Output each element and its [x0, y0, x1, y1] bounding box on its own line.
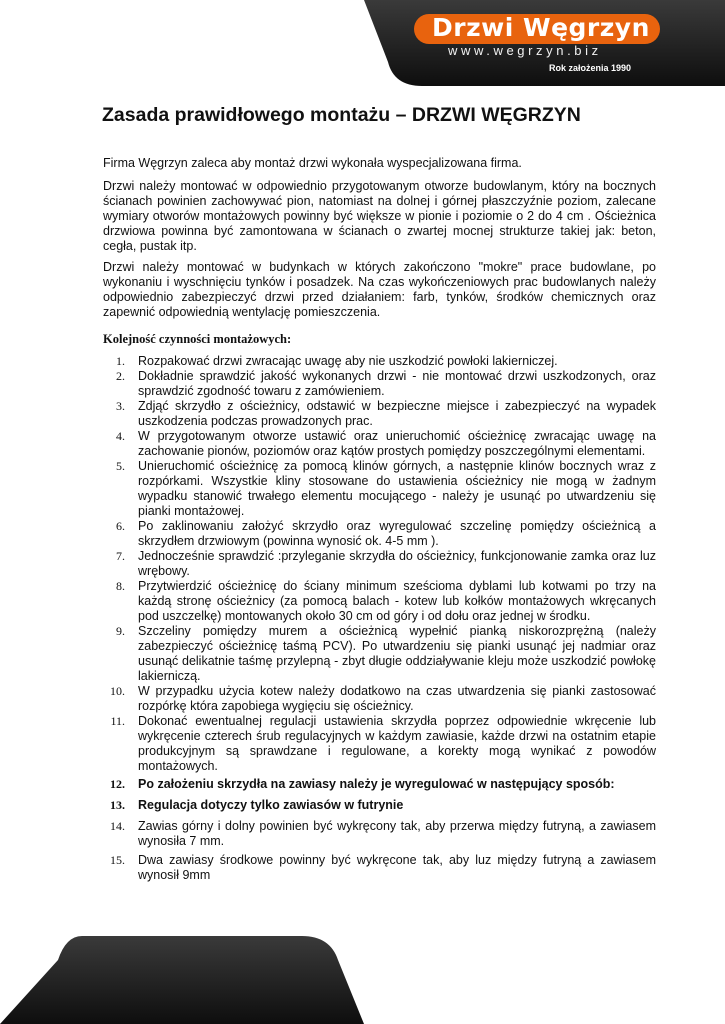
step-item [103, 819, 656, 849]
step-number: 9. [116, 624, 125, 638]
step-item [103, 399, 656, 429]
step-text: Jednocześnie sprawdzić :przyleganie skrzydła do ościeżnicy, funkcjonowanie zamka oraz luz wrębowy. [138, 549, 656, 578]
step-text: Zdjąć skrzydło z ościeżnicy, odstawić w bezpieczne miejsce i zabezpieczyć na wypadek uszkodzenia podczas prowadzonych prac. [138, 399, 656, 428]
step-text: W przypadku użycia kotew należy dodatkowo na czas utwardzenia się pianki zastosować rozpórkę która zapobiega wygięciu się ościeżnicy. [138, 684, 656, 713]
intro-paragraph: Firma Węgrzyn zaleca aby montaż drzwi wykonała wyspecjalizowana firma. [103, 156, 522, 170]
step-item [103, 369, 656, 399]
document-body [103, 156, 656, 887]
step-number: 6. [116, 519, 125, 533]
steps-list [103, 354, 656, 883]
step-number: 15. [110, 853, 125, 867]
brand-logo: Drzwi Węgrzyn [432, 13, 650, 42]
step-item [103, 354, 656, 369]
step-number: 1. [116, 354, 125, 368]
step-item [103, 579, 656, 624]
step-text: Dokładnie sprawdzić jakość wykonanych drzwi - nie montować drzwi uszkodzonych, oraz sprawdzić zgodność towaru z zamówieniem. [138, 369, 656, 398]
step-number: 12. [110, 777, 125, 791]
step-number: 5. [116, 459, 125, 473]
step-number: 2. [116, 369, 125, 383]
step-item [103, 853, 656, 883]
step-number: 13. [110, 798, 125, 812]
paragraph: Drzwi należy montować w odpowiednio przygotowanym otworze budowlanym, który na bocznych ścianach powinien zachowywać pion, natomiast na dolnej i górnej płaszczyźnie poziom, zalecane wymiary otworów montażowych powinny być większe w pionie i poziomie o 2 do 4 cm . Ościeżnica drzwiowa powinna być zamontowana w ścianach o zwartej mocnej strukturze takiej jak: beton, cegła, pustak itp. [103, 179, 656, 253]
website-address: www.wegrzyn.biz [448, 43, 602, 58]
step-text: Szczeliny pomiędzy murem a ościeżnicą wypełnić pianką niskorozprężną (należy zabezpieczyć ościeżnicę taśmą PCV). Po utwardzeniu się pianki usunąć jej nadmiar oraz usunąć delikatnie taśmę przylepną - zbyt długie oddziaływanie kleju może uszkodzić powłokę lakierniczą. [138, 624, 656, 683]
step-text: Regulacja dotyczy tylko zawiasów w futrynie [138, 798, 404, 812]
step-number: 7. [116, 549, 125, 563]
step-text: W przygotowanym otworze ustawić oraz unieruchomić ościeżnicę zwracając uwagę na zachowanie pionów, poziomów oraz kątów prostych pomiędzy poszczególnymi elementami. [138, 429, 656, 458]
step-number: 14. [110, 819, 125, 833]
step-text: Rozpakować drzwi zwracając uwagę aby nie uszkodzić powłoki lakierniczej. [138, 354, 558, 368]
step-number: 11. [110, 714, 125, 728]
step-number: 8. [116, 579, 125, 593]
steps-heading: Kolejność czynności montażowych: [103, 332, 292, 346]
step-number: 10. [110, 684, 125, 698]
page-title: Zasada prawidłowego montażu – DRZWI WĘGRZYN [102, 104, 581, 126]
step-text: Przytwierdzić ościeżnicę do ściany minimum sześcioma dyblami lub kotwami po trzy na każdą stronę ościeżnicy (za pomocą balach - kotew lub kołków montażowych wkręcanych pod uszczelkę) montowanych około 30 cm od góry i od dołu oraz jednej w środku. [138, 579, 656, 623]
step-text: Dwa zawiasy środkowe powinny być wykręcone tak, aby luz między futryną a zawiasem wynosił 9mm [138, 853, 656, 882]
step-number: 3. [116, 399, 125, 413]
step-item [103, 777, 656, 792]
step-item [103, 519, 656, 549]
step-text: Zawias górny i dolny powinien być wykręcony tak, aby przerwa między futryną, a zawiasem wynosiła 7 mm. [138, 819, 656, 848]
step-text: Po zaklinowaniu założyć skrzydło oraz wyregulować szczelinę pomiędzy ościeżnicą a skrzydłem drzwiowym (powinna wynosić ok. 4-5 mm ). [138, 519, 656, 548]
step-item [103, 714, 656, 774]
step-item [103, 549, 656, 579]
step-item [103, 429, 656, 459]
founded-year: Rok założenia 1990 [549, 63, 632, 73]
step-text: Dokonać ewentualnej regulacji ustawienia skrzydła poprzez odpowiednie wkręcenie lub wykręcenie czterech śrub regulacyjnych w każdym zawiasie, każde drzwi na ostatnim etapie produkcyjnym są sprawdzane i regulowane, a korekty mogą wynikać z powodów montażowych. [138, 714, 656, 773]
step-text: Po założeniu skrzydła na zawiasy należy je wyregulować w następujący sposób: [138, 777, 615, 791]
step-item [103, 624, 656, 684]
step-item [103, 459, 656, 519]
paragraph: Drzwi należy montować w budynkach w których zakończono "mokre" prace budowlane, po wykonaniu i wyschnięciu tynków i posadzek. Na czas wykończeniowych prac budowlanych należy odpowiednio zabezpieczyć drzwi przed działaniem: farb, tynków, środków chemicznych oraz zapewnić odpowiednią wentylację pomieszczenia. [103, 260, 656, 319]
footer-band [0, 936, 364, 1024]
step-item [103, 684, 656, 714]
step-text: Unieruchomić ościeżnicę za pomocą klinów górnych, a następnie klinów bocznych wraz z rozpórkami. Wszystkie kliny stosowane do ustawienia ościeżnicy nie mogą w żadnym wypadku stanowić trwałego elementu mocującego - należy je usunąć po utwardzeniu się pianki montażowej. [138, 459, 656, 518]
step-item [103, 798, 656, 813]
step-number: 4. [116, 429, 125, 443]
